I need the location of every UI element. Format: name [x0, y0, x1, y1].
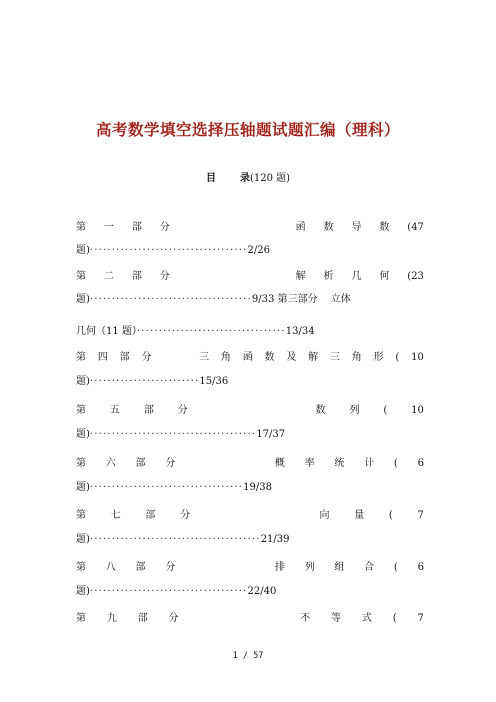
toc-entry-6-page[interactable]: 题)···································19/38: [76, 482, 272, 493]
toc-entry-5-page[interactable]: 题)······································17/37: [76, 429, 286, 440]
toc-heading-part1: 目: [205, 173, 216, 184]
toc-entry-7-title: 第 七 部 分 向 量 ( 7: [76, 510, 424, 521]
toc-entry-3-page[interactable]: 几何（11 题）··································13/34: [76, 326, 315, 337]
toc-heading: [0, 169, 496, 184]
toc-entry-1-title: 第 一 部 分 函 数 导 数 (47: [76, 222, 424, 233]
page-number: 1 / 57: [232, 651, 264, 661]
document-title: 高考数学填空选择压轴题试题汇编（理科）: [95, 120, 400, 139]
toc-entry-4-title: 第 四 部 分 三 角 函 数 及 解 三 角 形 ( 10: [76, 352, 424, 363]
toc-entry-1-page[interactable]: 题)····································2/26: [76, 245, 271, 256]
toc-entry-8-page[interactable]: 题)····································22/40: [76, 586, 277, 597]
toc-heading-part2: 录: [239, 173, 250, 184]
toc-entry-9-title: 第 九 部 分 不 等 式 ( 7: [76, 613, 424, 624]
toc-question-count: (120 题): [249, 173, 291, 184]
toc-entry-6-title: 第 六 部 分 概 率 统 计 ( 6: [76, 458, 424, 469]
toc-entry-7-page[interactable]: 题)·······································21/39: [76, 534, 290, 545]
toc-entry-2-page[interactable]: 题)·····································9/33 第三部分 立体: [76, 294, 351, 305]
toc-entry-5-title: 第 五 部 分 数 列 ( 10: [76, 405, 424, 416]
toc-entry-4-page[interactable]: 题)·························15/36: [76, 376, 229, 387]
toc-entry-2-title: 第 二 部 分 解 析 几 何 (23: [76, 271, 424, 282]
toc-entry-8-title: 第 八 部 分 排 列 组 合 ( 6: [76, 562, 424, 573]
